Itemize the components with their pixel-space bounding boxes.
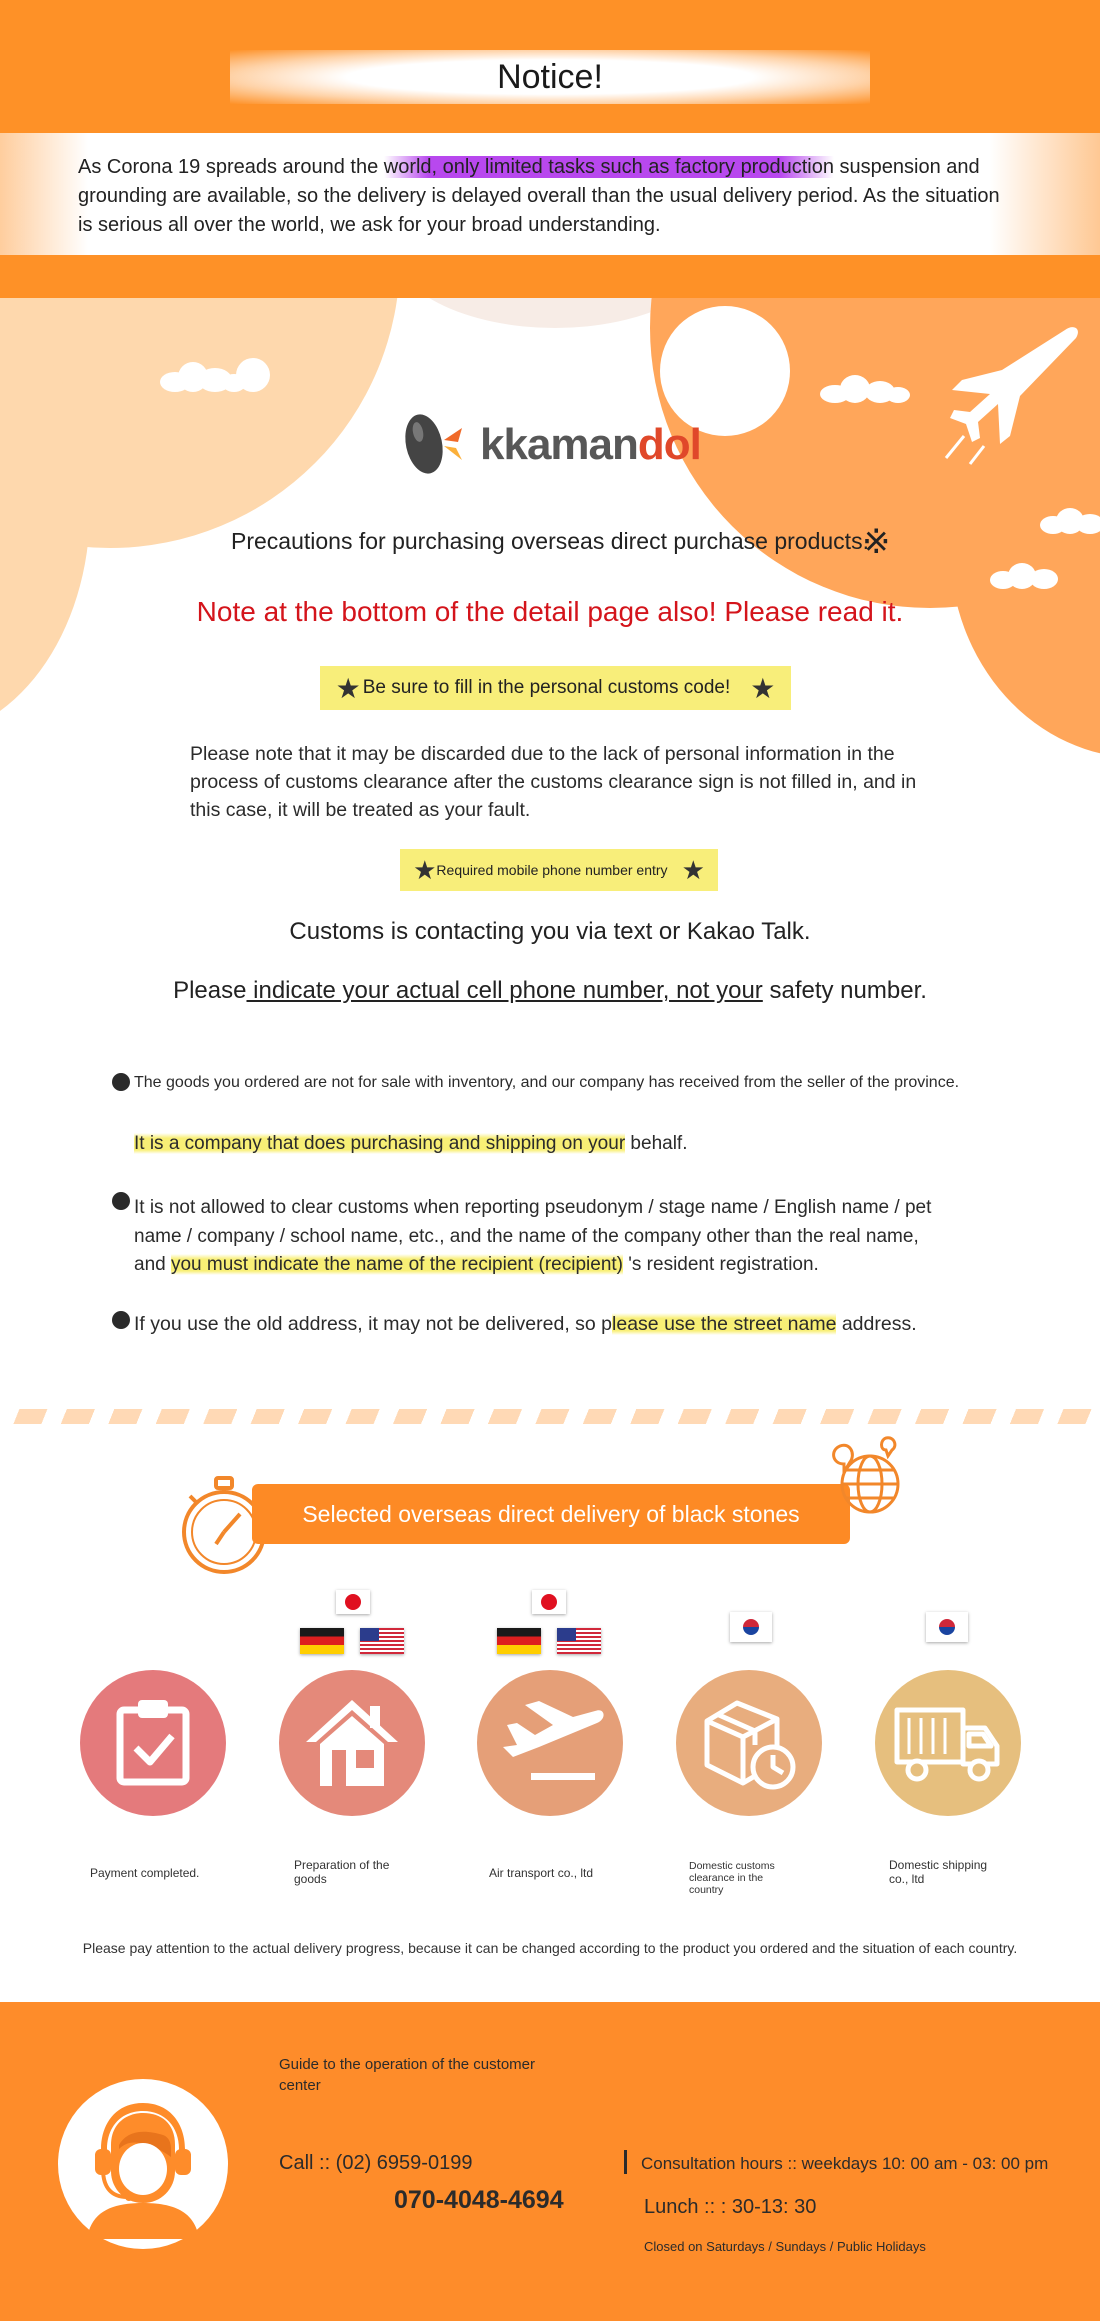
korea-flag-icon	[730, 1612, 772, 1642]
notice-section	[0, 0, 1100, 298]
cloud-right-top	[820, 373, 920, 403]
clipboard-check-icon	[110, 1698, 196, 1788]
usa-flag-icon	[557, 1628, 601, 1654]
bullet-address-text	[134, 1313, 1034, 1336]
customs-code-box	[320, 666, 791, 710]
step-payment-completed	[80, 1670, 226, 1816]
info-divider	[624, 2150, 627, 2174]
bullet-address-highlight: lease use the street name	[612, 1313, 837, 1335]
star-icon: ★	[335, 672, 361, 704]
mobile-required-box	[400, 849, 718, 891]
red-note: Note at the bottom of the detail page also! Please read it.	[196, 596, 904, 627]
step-domestic-shipping	[875, 1670, 1021, 1816]
mobile-required-label: Required mobile phone number entry	[436, 862, 668, 878]
precautions-section	[0, 298, 1100, 1408]
step-air-transport	[477, 1670, 623, 1816]
bullet-inventory-highlight: It is a company that does purchasing and shipping on your	[134, 1133, 626, 1154]
notice-body-highlight: world, only limited tasks such as factory production	[383, 156, 834, 178]
stripe-divider	[0, 1409, 1100, 1424]
step-label: Payment completed.	[90, 1866, 200, 1880]
brand-name-accent: dol	[637, 420, 701, 469]
bullet-inventory-followup	[134, 1133, 1034, 1155]
call-number: Call :: (02) 6959-0199	[279, 2152, 473, 2174]
brand-name	[480, 420, 701, 470]
phone-instruction-prefix: Please	[173, 977, 247, 1004]
bullet-dot	[112, 1073, 130, 1091]
kakao-contact-line: Customs is contacting you via text or Kakao Talk.	[289, 918, 811, 945]
bullet-address-post: address.	[836, 1313, 917, 1335]
notice-body-band	[0, 133, 1100, 255]
bullet-dot	[112, 1192, 130, 1210]
brand-name-main: kkaman	[480, 420, 638, 469]
bullet-name-rule-pre: It is not allowed to clear customs when reporting pseudonym / stage name / English name / pet name / company / school name, etc., and the name of the company other than the real name, and	[134, 1197, 932, 1275]
mobile-number: 070-4048-4694	[394, 2186, 564, 2214]
bullet-inventory-text: The goods you ordered are not for sale with inventory, and our company has received from the seller of the province.	[134, 1074, 960, 1091]
japan-flag-icon	[532, 1590, 566, 1614]
house-icon	[304, 1698, 400, 1788]
notice-title: Notice!	[497, 58, 603, 96]
step-label: Air transport co., ltd	[489, 1866, 594, 1880]
notice-body-pre: As Corona 19 spreads around the	[78, 156, 384, 178]
phone-instruction-suffix: safety number.	[762, 977, 927, 1004]
cloud-left	[160, 358, 270, 392]
support-agent-avatar	[58, 2079, 228, 2249]
japan-flag-icon	[336, 1590, 370, 1614]
bullet-name-rule-text	[134, 1194, 944, 1280]
star-icon: ★	[750, 672, 776, 704]
notice-title-glow	[230, 50, 870, 104]
selected-delivery-banner: Selected overseas direct delivery of black stones	[252, 1484, 850, 1544]
germany-flag-icon	[300, 1628, 344, 1654]
closed-days: Closed on Saturdays / Sundays / Public Holidays	[644, 2239, 926, 2254]
germany-flag-icon	[497, 1628, 541, 1654]
customer-center-section	[0, 2002, 1100, 2321]
customs-paragraph: Please note that it may be discarded due to the lack of personal information in the process of customs clearance after the customs clearance sign is not filled in, and in this case, it will be treated as your fault.	[190, 743, 917, 821]
delivery-attention-note: Please pay attention to the actual delivery progress, because it can be changed according to the product you ordered and the situation of each country.	[82, 1940, 1018, 1956]
lunch-hours: Lunch :: : 30-13: 30	[644, 2196, 817, 2218]
notice-body	[78, 153, 1018, 240]
bullet-inventory-rest: behalf.	[625, 1133, 688, 1154]
delivery-section	[0, 1424, 1100, 2002]
customer-center-guide: Guide to the operation of the customer center	[279, 2056, 535, 2094]
bullet-name-rule-post: 's resident registration.	[623, 1254, 819, 1275]
star-icon: ★	[413, 854, 437, 885]
globe-pin-icon	[828, 1434, 904, 1520]
step-preparation-of-goods	[279, 1670, 425, 1816]
step-label: Domestic customs clearance in the country	[689, 1860, 775, 1896]
step-label: Domestic shipping co., ltd	[889, 1858, 988, 1886]
step-label: Preparation of the goods	[294, 1858, 390, 1886]
korea-flag-icon	[926, 1612, 968, 1642]
airplane-icon	[495, 1695, 605, 1791]
cloud-right-low	[990, 563, 1070, 589]
notice-body-post: suspension and grounding are available, so the delivery is delayed overall than the usual delivery period. As the situation is serious all over the world, we ask for your broad understanding.	[78, 156, 1000, 236]
truck-icon	[893, 1698, 1003, 1788]
headset-agent-icon	[83, 2099, 203, 2239]
airplane-icon	[940, 318, 1090, 468]
step-domestic-customs	[676, 1670, 822, 1816]
box-clock-icon	[697, 1693, 801, 1793]
bullet-dot	[112, 1311, 130, 1329]
bullet-address-pre: If you use the old address, it may not be delivered, so p	[134, 1313, 613, 1335]
precautions-title: Precautions for purchasing overseas direct purchase products.	[231, 528, 869, 554]
brand-logo	[400, 408, 710, 478]
black-stone-logo-icon	[400, 408, 480, 478]
usa-flag-icon	[360, 1628, 404, 1654]
customs-code-label: Be sure to fill in the personal customs code!	[362, 677, 731, 698]
consultation-hours: Consultation hours :: weekdays 10: 00 am - 03: 00 pm	[641, 2154, 1049, 2173]
bullet-name-rule-highlight: you must indicate the name of the recipient (recipient)	[170, 1254, 623, 1275]
reference-mark-icon: ※	[862, 523, 891, 561]
phone-instruction-underlined: indicate your actual cell phone number, not your	[246, 977, 763, 1004]
phone-number-instruction	[0, 977, 1100, 1005]
star-icon: ★	[681, 854, 705, 885]
